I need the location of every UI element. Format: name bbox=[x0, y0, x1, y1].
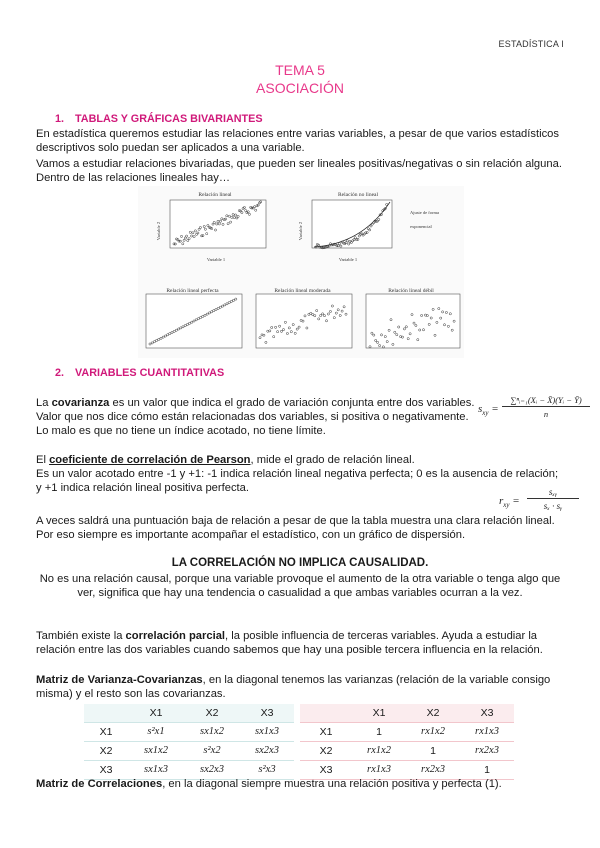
cov-header-cell: X2 bbox=[184, 704, 240, 723]
corr-header-cell: X1 bbox=[352, 704, 406, 723]
cov-line1-pre: La bbox=[36, 397, 52, 409]
corr-cell: rx1x2 bbox=[406, 723, 460, 742]
section-1-number: 1. bbox=[55, 113, 65, 125]
cov-cell: sx2x3 bbox=[240, 742, 294, 761]
corr-cell: 1 bbox=[460, 761, 514, 780]
corr-header-cell bbox=[300, 704, 352, 723]
cov-cell: sx1x3 bbox=[128, 761, 184, 780]
corr-cell: 1 bbox=[406, 742, 460, 761]
cov-matrix-table bbox=[84, 704, 294, 780]
r-lhs: r bbox=[499, 495, 504, 507]
plot-title-linear: Relación lineal bbox=[198, 192, 232, 198]
cov-lhs: s bbox=[478, 403, 483, 415]
plot-2-ylabel: Variable 2 bbox=[298, 221, 303, 241]
low-score-line-2: Por eso siempre es importante acompañar el estadístico, con un gráfico de dispersión. bbox=[36, 529, 466, 541]
cov-cell: sx2x3 bbox=[184, 761, 240, 780]
cov-lhs-sub: xy bbox=[482, 409, 489, 418]
cov-matrix-text: , en la diagonal tenemos las varianzas (relación de la variable consigo misma) y el resto son las covarianzas. bbox=[36, 674, 551, 700]
partial-correlation-paragraph bbox=[36, 629, 566, 657]
cov-cell: sx1x3 bbox=[240, 723, 294, 742]
cov-matrix-paragraph bbox=[36, 673, 566, 701]
corr-cell: rx2x3 bbox=[406, 761, 460, 780]
corr-matrix-paragraph bbox=[36, 777, 566, 791]
plot-2-xlabel: Variable 1 bbox=[338, 257, 358, 262]
corr-row-label: X3 bbox=[300, 761, 352, 780]
cov-cell: s²x3 bbox=[240, 761, 294, 780]
partial-term: correlación parcial bbox=[125, 630, 226, 642]
cov-cell: s²x1 bbox=[128, 723, 184, 742]
table-row bbox=[300, 723, 514, 742]
corr-cell: rx1x3 bbox=[352, 761, 406, 780]
cov-cell: sx1x2 bbox=[128, 742, 184, 761]
r-lhs-sub: xy bbox=[503, 501, 510, 510]
corr-cell: rx1x3 bbox=[460, 723, 514, 742]
cov-table-header-row bbox=[84, 704, 294, 723]
causality-heading: LA CORRELACIÓN NO IMPLICA CAUSALIDAD. bbox=[171, 557, 429, 569]
corr-row-label: X2 bbox=[300, 742, 352, 761]
section-1-heading bbox=[55, 112, 263, 126]
pearson-line-1 bbox=[36, 453, 566, 467]
r-formula-numerator: sₓᵧ bbox=[527, 486, 579, 499]
cov-row-label: X1 bbox=[84, 723, 128, 742]
plot-title-perfect: Relación lineal perfecta bbox=[166, 288, 219, 294]
cov-formula-denominator: n bbox=[543, 409, 549, 419]
partial-pre: También existe la bbox=[36, 630, 126, 642]
cov-header-cell: X3 bbox=[240, 704, 294, 723]
cov-header-cell bbox=[84, 704, 128, 723]
corr-table-header-row bbox=[300, 704, 514, 723]
plot-1-xlabel: Variable 1 bbox=[206, 257, 226, 262]
section-1-title: TABLAS Y GRÁFICAS BIVARIANTES bbox=[75, 113, 263, 125]
table-row bbox=[300, 742, 514, 761]
cov-matrix-term: Matriz de Varianza-Covarianzas bbox=[36, 674, 203, 686]
plot-title-moderate: Relación lineal moderada bbox=[274, 288, 331, 294]
plot-moderate bbox=[250, 292, 355, 354]
pearson-post: , mide el grado de relación lineal. bbox=[250, 454, 415, 466]
corr-matrix-term: Matriz de Correlaciones bbox=[36, 778, 163, 790]
plot-linear bbox=[160, 198, 270, 260]
plot-title-nonlinear: Relación no lineal bbox=[337, 192, 378, 198]
corr-matrix-text: , en la diagonal siempre muestra una relación positiva y perfecta (1). bbox=[162, 778, 502, 790]
plot-perfect bbox=[140, 292, 245, 354]
table-row bbox=[84, 723, 294, 742]
plot-weak bbox=[360, 292, 462, 354]
plot-1-ylabel: Variable 2 bbox=[156, 221, 161, 241]
covariance-line-3: Lo malo es que no tiene un índice acotado, no tiene límite. bbox=[36, 425, 326, 437]
corr-cell: rx2x3 bbox=[460, 742, 514, 761]
table-row bbox=[84, 742, 294, 761]
page-subtitle: ASOCIACIÓN bbox=[256, 80, 344, 96]
section-1-paragraph-1: En estadística queremos estudiar las relaciones entre varias variables, a pesar de que varios estadísticos descriptivos solo puedan ser aplicados a una variable. bbox=[36, 128, 559, 154]
section-1-paragraph-2: Vamos a estudiar relaciones bivariadas, que pueden ser lineales positivas/negativas o sin relación alguna. bbox=[36, 158, 562, 170]
plot-nonlinear bbox=[302, 198, 412, 260]
corr-row-label: X1 bbox=[300, 723, 352, 742]
pearson-pre: El bbox=[36, 454, 50, 466]
covariance-line-2: Valor que nos dice cómo están relacionadas dos variables, si positiva o negativamente. bbox=[36, 411, 469, 423]
header-label: ESTADÍSTICA I bbox=[498, 39, 564, 49]
scatter-plots-figure bbox=[138, 186, 464, 358]
cov-row-label: X3 bbox=[84, 761, 128, 780]
covariance-term: covarianza bbox=[51, 397, 110, 409]
cov-cell: sx1x2 bbox=[184, 723, 240, 742]
plot-title-weak: Relación lineal débil bbox=[388, 288, 434, 294]
pearson-term: coeficiente de correlación de Pearson bbox=[49, 454, 251, 466]
r-formula-lhs: $r_{xy}$ = bbox=[499, 495, 520, 510]
section-2-number: 2. bbox=[55, 367, 65, 379]
corr-cell: 1 bbox=[352, 723, 406, 742]
cov-row-label: X2 bbox=[84, 742, 128, 761]
partial-post: , la posible influencia de terceras variables. Ayuda a estudiar la relación entre las dos variables cuando sabemos que hay una posible tercera influencia en la relación. bbox=[36, 630, 543, 656]
section-1-paragraph-3: Dentro de las relaciones lineales hay… bbox=[36, 172, 231, 184]
cov-header-cell: X1 bbox=[128, 704, 184, 723]
cov-formula-numerator: ∑ⁿᵢ₌₁(Xᵢ − X̄)(Yᵢ − Ȳ) bbox=[502, 394, 590, 407]
plot-2-legend: Ajuste de forma exponencial bbox=[410, 210, 439, 229]
r-formula-denominator: sₓ · sᵧ bbox=[543, 501, 563, 511]
corr-matrix-table bbox=[300, 704, 514, 780]
cov-line1-post: es un valor que indica el grado de variación conjunta entre dos variables. bbox=[109, 397, 475, 409]
section-2-heading bbox=[55, 366, 224, 380]
corr-cell: rx1x2 bbox=[352, 742, 406, 761]
low-score-line-1: A veces saldrá una puntuación baja de relación a pesar de que la tabla muestra una clara relación lineal. bbox=[36, 515, 555, 527]
covariance-line-1 bbox=[36, 396, 476, 410]
cov-formula-lhs: $s_{xy}$ = bbox=[478, 403, 499, 418]
page-title: TEMA 5 bbox=[275, 62, 325, 78]
corr-header-cell: X3 bbox=[460, 704, 514, 723]
corr-header-cell: X2 bbox=[406, 704, 460, 723]
section-2-title: VARIABLES CUANTITATIVAS bbox=[75, 367, 225, 379]
causality-text: No es una relación causal, porque una variable provoque el aumento de la otra variable o tenga algo que ver, significa que hay una tendencia o casualidad a que ambas variables ocurran a la vez. bbox=[39, 573, 561, 599]
cov-cell: s²x2 bbox=[184, 742, 240, 761]
pearson-line-2: Es un valor acotado entre -1 y +1: -1 indica relación lineal negativa perfecta; 0 es la ausencia de relación; y +1 indica relación lineal positiva perfecta. bbox=[36, 468, 559, 494]
